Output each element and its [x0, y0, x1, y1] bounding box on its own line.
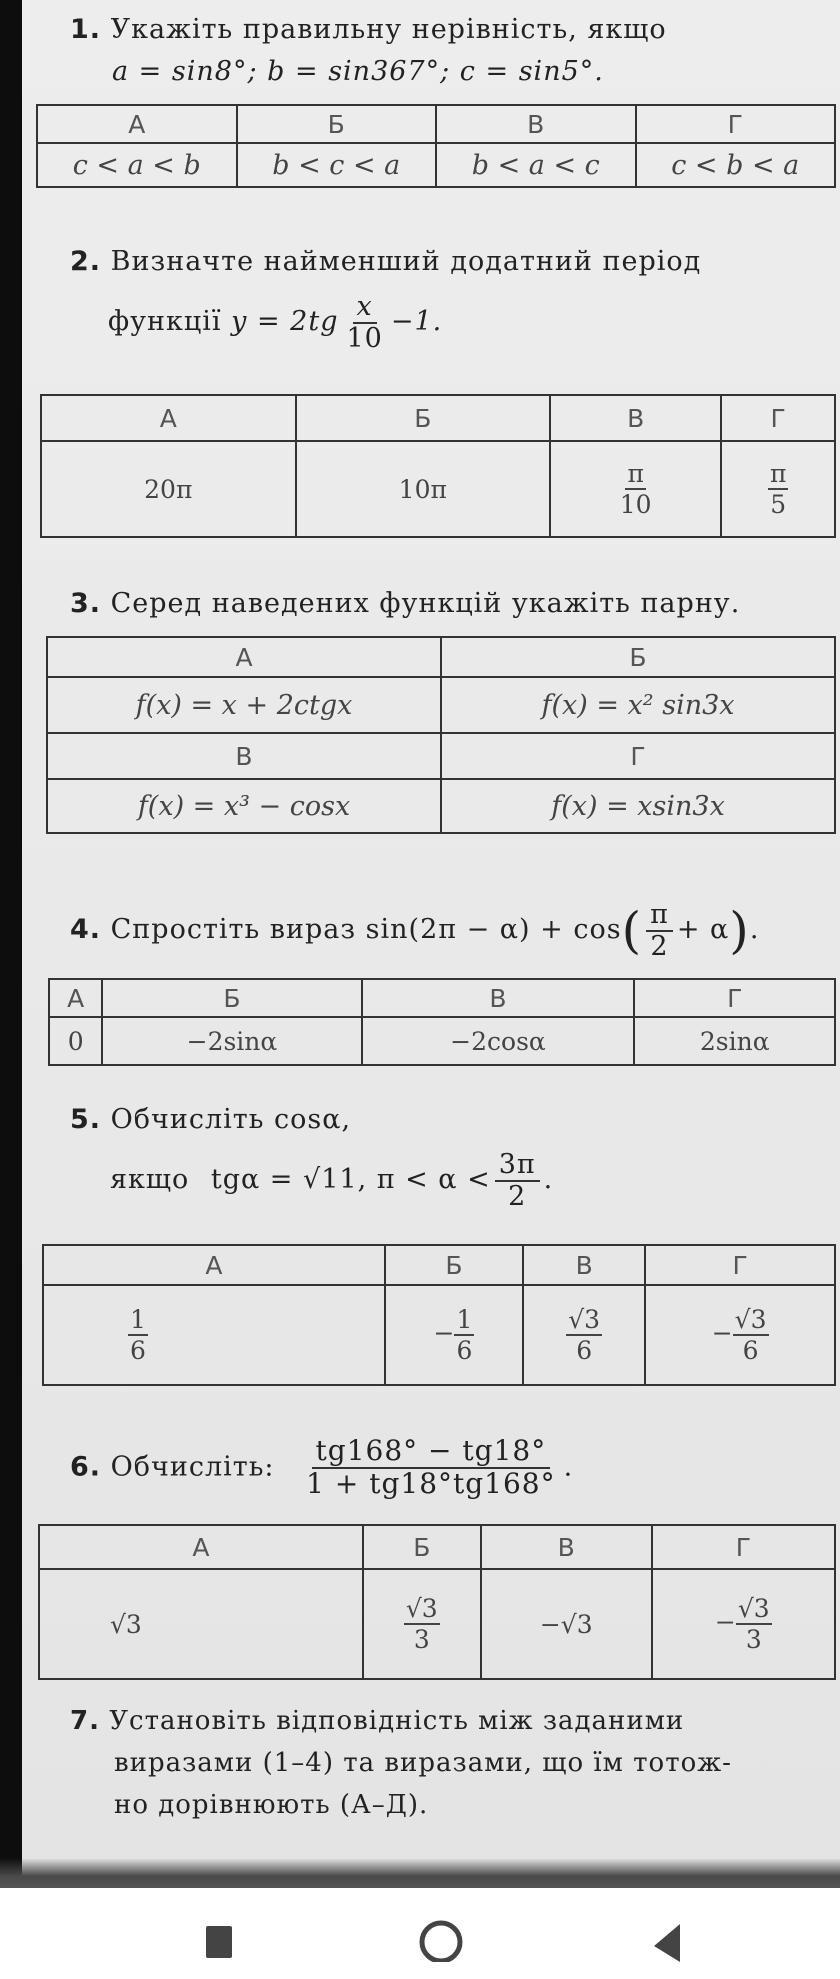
answer-cell	[652, 1569, 835, 1679]
answer-cell	[385, 1285, 523, 1385]
question-1-condition: a = sin8°; b = sin367°; c = sin5°.	[112, 56, 604, 87]
close-paren: )	[729, 901, 750, 960]
answer-cell: 2sinα	[634, 1017, 835, 1065]
header-cell: В	[362, 979, 635, 1017]
question-2-function	[108, 292, 442, 353]
question-text-line: но дорівнюють (А–Д).	[114, 1790, 429, 1820]
answer-cell: √3	[39, 1569, 363, 1679]
answer-table-5	[42, 1244, 836, 1386]
fraction-denominator: 10	[619, 490, 652, 519]
question-5-condition	[110, 1150, 553, 1211]
question-text: Спростіть вираз	[110, 914, 357, 946]
sign: −	[433, 1318, 455, 1348]
fraction	[646, 900, 673, 961]
header-cell: А	[39, 1525, 363, 1569]
left-edge-shadow	[0, 0, 22, 1880]
answer-table-2	[40, 394, 836, 538]
answer-cell: −2sinα	[102, 1017, 361, 1065]
stop-icon[interactable]	[204, 1918, 234, 1958]
fraction-numerator: √3	[737, 1594, 770, 1623]
answer-cell: f(x) = xsin3x	[441, 779, 835, 833]
fraction	[302, 1436, 560, 1500]
fraction-numerator: π	[646, 900, 673, 932]
fraction	[566, 1305, 602, 1365]
fraction	[768, 459, 788, 519]
answer-cell	[550, 441, 721, 537]
fraction	[736, 1594, 772, 1654]
home-icon[interactable]	[418, 1918, 464, 1958]
question-1	[70, 14, 667, 45]
question-number: 3.	[70, 588, 102, 619]
question-text: Серед наведених функцій укажіть парну.	[110, 588, 741, 619]
question-7	[70, 1706, 684, 1736]
answer-cell: 0	[49, 1017, 102, 1065]
header-cell: В	[481, 1525, 652, 1569]
question-text: Визначте найменший додатний період	[110, 246, 702, 277]
answer-cell	[43, 1285, 385, 1385]
fraction-numerator: tg168° − tg18°	[312, 1436, 551, 1469]
answer-cell: c < b < a	[636, 143, 836, 187]
answer-cell: 10π	[296, 441, 551, 537]
fraction-denominator: 1 + tg18°tg168°	[306, 1466, 556, 1500]
formula-right: −1.	[390, 306, 443, 338]
fraction-denominator: 6	[742, 1336, 759, 1365]
question-text-line: Установіть відповідність між заданими	[109, 1706, 685, 1736]
period: .	[563, 1451, 574, 1483]
question-text: Укажіть правильну нерівність, якщо	[110, 14, 667, 45]
answer-table-4	[48, 978, 836, 1066]
fraction	[404, 1594, 440, 1654]
back-icon[interactable]	[650, 1918, 680, 1958]
answer-table-1	[36, 104, 836, 188]
fraction-denominator: 3	[413, 1625, 430, 1654]
question-5	[70, 1104, 351, 1135]
fraction-denominator: 6	[130, 1336, 146, 1365]
question-number: 4.	[70, 914, 102, 946]
fraction	[620, 459, 652, 519]
fraction-denominator: 10	[346, 322, 383, 354]
header-cell: А	[49, 979, 102, 1017]
header-cell: Г	[721, 395, 835, 441]
fraction-numerator: √3	[568, 1305, 601, 1334]
fraction-numerator: π	[627, 459, 644, 488]
answer-table-3	[46, 636, 836, 834]
header-cell: А	[43, 1245, 385, 1285]
header-cell: Б	[385, 1245, 523, 1285]
period: .	[749, 914, 760, 946]
header-cell: А	[47, 637, 441, 677]
header-cell: А	[41, 395, 296, 441]
fraction-denominator: 3	[745, 1625, 762, 1654]
formula-left: y = 2tg	[231, 306, 339, 338]
header-cell: Г	[441, 733, 835, 779]
fraction-denominator: 2	[650, 930, 669, 962]
question-6	[70, 1436, 573, 1500]
fraction-numerator: π	[769, 459, 787, 488]
answer-cell	[645, 1285, 835, 1385]
question-number: 7.	[70, 1706, 100, 1736]
answer-cell: f(x) = x³ − cosx	[47, 779, 441, 833]
header-cell: В	[550, 395, 721, 441]
textbook-page	[22, 0, 840, 1880]
fraction	[733, 1305, 769, 1365]
question-number: 1.	[70, 14, 102, 45]
question-3	[70, 588, 740, 619]
formula-left: sin(2π − α) + cos	[365, 914, 622, 946]
answer-cell	[523, 1285, 645, 1385]
header-cell: Г	[634, 979, 835, 1017]
fraction	[495, 1150, 540, 1211]
question-number: 6.	[70, 1451, 102, 1483]
header-cell: Г	[652, 1525, 835, 1569]
fraction-denominator: 6	[576, 1336, 593, 1365]
question-number: 5.	[70, 1104, 102, 1135]
period: .	[543, 1164, 554, 1196]
fraction-denominator: 5	[770, 490, 787, 519]
fraction-numerator: x	[353, 292, 377, 324]
fraction	[342, 292, 386, 353]
answer-cell: 20π	[41, 441, 296, 537]
question-2	[70, 246, 701, 277]
question-4	[70, 900, 759, 961]
question-text-line: виразами (1–4) та виразами, що їм тотож-	[114, 1748, 732, 1778]
answer-cell: f(x) = x² sin3x	[441, 677, 835, 733]
fraction-denominator: 2	[508, 1180, 527, 1212]
question-number: 2.	[70, 246, 102, 277]
sign: −	[711, 1318, 733, 1348]
open-paren: (	[621, 901, 643, 960]
sign: −	[714, 1607, 736, 1637]
fraction	[454, 1305, 474, 1365]
header-cell: В	[47, 733, 441, 779]
answer-cell	[721, 441, 835, 537]
fraction-numerator: 1	[456, 1305, 473, 1334]
header-cell: Б	[441, 637, 835, 677]
fraction-numerator: √3	[734, 1305, 767, 1334]
header-cell: Б	[296, 395, 551, 441]
answer-cell: f(x) = x + 2ctgx	[47, 677, 441, 733]
page-bottom-shadow	[0, 1858, 840, 1888]
question-text: Обчисліть:	[110, 1451, 275, 1483]
function-label: функції	[108, 306, 222, 338]
fraction	[128, 1305, 148, 1365]
header-cell: В	[436, 105, 636, 143]
answer-cell: c < a < b	[37, 143, 237, 187]
header-cell: Б	[102, 979, 361, 1017]
header-cell: Б	[237, 105, 437, 143]
header-cell: Б	[363, 1525, 481, 1569]
fraction-numerator: 3π	[495, 1150, 540, 1182]
formula-right: + α	[676, 914, 730, 946]
question-text: Обчисліть cosα,	[110, 1104, 352, 1135]
answer-cell: −2cosα	[362, 1017, 635, 1065]
condition-formula: tgα = √11, π < α <	[210, 1164, 491, 1196]
answer-table-6	[38, 1524, 836, 1680]
fraction-denominator: 6	[456, 1336, 473, 1365]
answer-cell: b < a < c	[436, 143, 636, 187]
fraction-numerator: √3	[405, 1594, 438, 1623]
header-cell: В	[523, 1245, 645, 1285]
answer-cell: b < c < a	[237, 143, 437, 187]
answer-cell: −√3	[481, 1569, 652, 1679]
header-cell: Г	[645, 1245, 835, 1285]
header-cell: Г	[636, 105, 836, 143]
condition-prefix: якщо	[110, 1164, 190, 1196]
fraction-numerator: 1	[130, 1305, 146, 1334]
navigation-bar	[0, 1888, 840, 1979]
header-cell: А	[37, 105, 237, 143]
answer-cell	[363, 1569, 481, 1679]
